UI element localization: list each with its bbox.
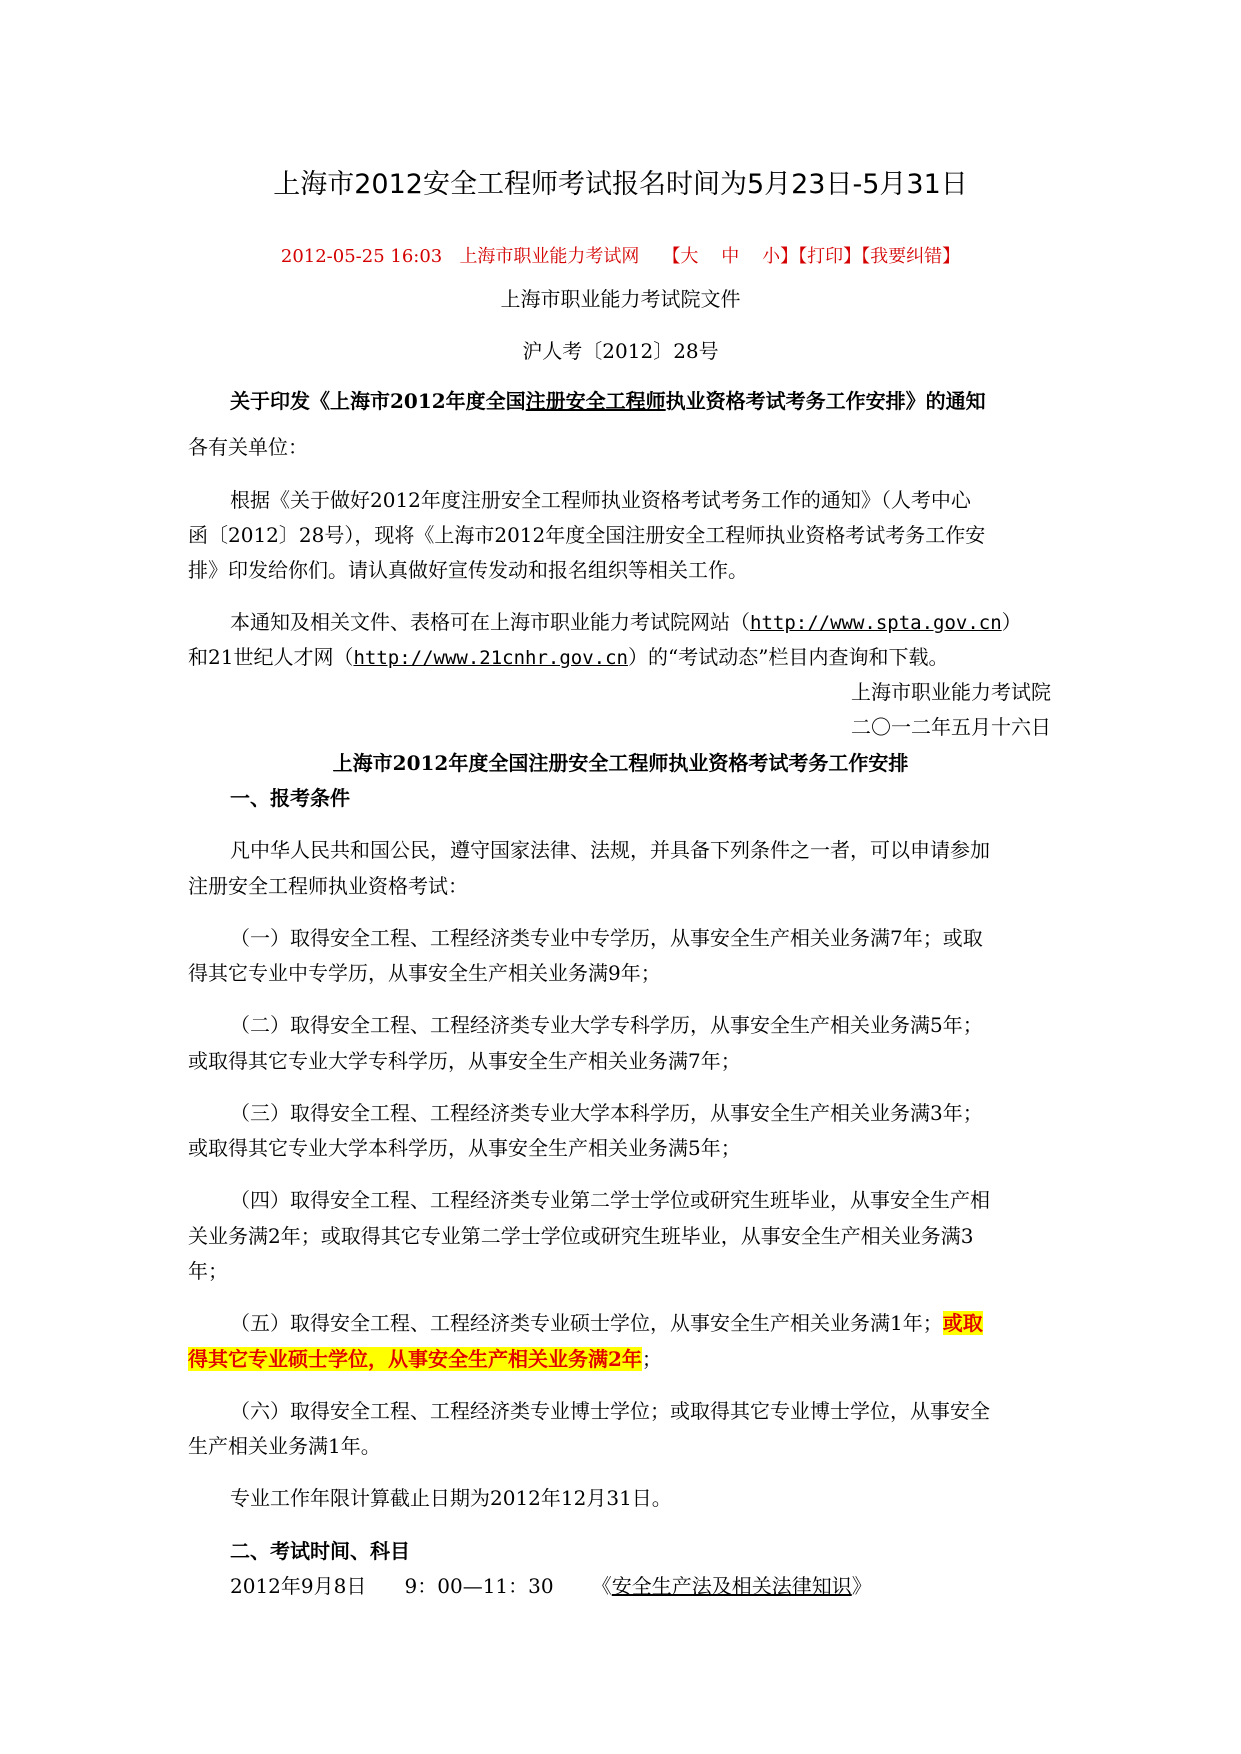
para2-line2-text: 和21世纪人才网（ [188, 645, 354, 669]
notice-title-post: 执业资格考试考务工作安排》的通知 [665, 389, 986, 413]
signature-org: 上海市职业能力考试院 [851, 680, 1051, 704]
doc-issuer: 上海市职业能力考试院文件 [500, 287, 741, 311]
condition1-line1: （一）取得安全工程、工程经济类专业中专学历，从事安全生产相关业务满7年；或取 [230, 926, 983, 950]
notice-title-underlined: 注册安全工程师 [525, 389, 666, 413]
para1-line3: 排》印发给你们。请认真做好宣传发动和报名组织等相关工作。 [188, 558, 748, 582]
condition4-line1: （四）取得安全工程、工程经济类专业第二学士学位或研究生班毕业，从事安全生产相 [230, 1188, 990, 1212]
exam-subject-close: 》 [851, 1574, 872, 1598]
notice-title [230, 385, 986, 414]
notice-title-pre: 关于印发《上海市2012年度全国 [230, 389, 526, 413]
condition1-line2: 得其它专业中专学历，从事安全生产相关业务满9年； [188, 961, 661, 985]
condition2-line1: （二）取得安全工程、工程经济类专业大学专科学历，从事安全生产相关业务满5年； [230, 1013, 983, 1037]
condition5-line2 [188, 1343, 662, 1372]
section1-heading: 一、报考条件 [230, 786, 350, 810]
condition5-line2-end: ； [641, 1347, 662, 1371]
salutation: 各有关单位： [188, 435, 308, 459]
publish-datetime: 2012-05-25 16:03 [280, 246, 443, 267]
condition4-line2: 关业务满2年；或取得其它专业第二学士学位或研究生班毕业，从事安全生产相关业务满3 [188, 1224, 974, 1248]
condition5-highlight-start: 或取 [942, 1311, 983, 1335]
para2-line1 [230, 606, 1022, 635]
deadline-note: 专业工作年限计算截止日期为2012年12月31日。 [230, 1486, 672, 1510]
para2-line1-close: ） [1001, 610, 1022, 634]
condition3-line1: （三）取得安全工程、工程经济类专业大学本科学历，从事安全生产相关业务满3年； [230, 1101, 983, 1125]
condition6-line1: （六）取得安全工程、工程经济类专业博士学位；或取得其它专业博士学位，从事安全 [230, 1399, 990, 1423]
21cnhr-website-link[interactable]: http://www.21cnhr.gov.cn [353, 647, 628, 669]
font-size-medium-button[interactable]: 中 [721, 246, 740, 267]
exam-time: 9：00—11：30 [404, 1574, 554, 1598]
exam-subject: 安全生产法及相关法律知识 [611, 1574, 852, 1598]
source-link[interactable]: 上海市职业能力考试网 [459, 246, 640, 267]
condition5-line1-text: （五）取得安全工程、工程经济类专业硕士学位，从事安全生产相关业务满1年； [230, 1311, 943, 1335]
font-size-large-button[interactable]: 【大 [662, 246, 699, 267]
condition6-line2: 生产相关业务满1年。 [188, 1434, 381, 1458]
section2-heading: 二、考试时间、科目 [230, 1539, 410, 1563]
para2-line2 [188, 641, 948, 670]
exam-subject-open: 《 [591, 1574, 612, 1598]
print-button[interactable]: 【打印】 [798, 246, 862, 267]
font-size-small-button[interactable]: 小】 [762, 246, 799, 267]
page-title: 上海市2012安全工程师考试报名时间为5月23日-5月31日 [273, 169, 968, 200]
article-meta [0, 242, 1241, 268]
spta-website-link[interactable]: http://www.spta.gov.cn [750, 612, 1002, 634]
exam-date: 2012年9月8日 [230, 1574, 367, 1598]
s1-intro-line2: 注册安全工程师执业资格考试： [188, 874, 468, 898]
report-error-button[interactable]: 【我要纠错】 [861, 246, 961, 267]
para2-line1-text: 本通知及相关文件、表格可在上海市职业能力考试院网站（ [230, 610, 750, 634]
condition2-line2: 或取得其它专业大学专科学历，从事安全生产相关业务满7年； [188, 1049, 741, 1073]
doc-number: 沪人考〔2012〕28号 [522, 339, 719, 363]
exam-schedule-row [230, 1570, 872, 1599]
para1-line1: 根据《关于做好2012年度注册安全工程师执业资格考试考务工作的通知》（人考中心 [230, 488, 971, 512]
condition3-line2: 或取得其它专业大学本科学历，从事安全生产相关业务满5年； [188, 1136, 741, 1160]
section-title: 上海市2012年度全国注册安全工程师执业资格考试考务工作安排 [332, 751, 909, 775]
para1-line2: 函〔2012〕28号），现将《上海市2012年度全国注册安全工程师执业资格考试考务工作安 [188, 523, 986, 547]
condition5-highlight: 得其它专业硕士学位，从事安全生产相关业务满2年 [188, 1347, 642, 1371]
condition4-line3: 年； [188, 1259, 228, 1283]
condition5-line1 [230, 1307, 983, 1336]
signature-date: 二〇一二年五月十六日 [851, 715, 1051, 739]
s1-intro-line1: 凡中华人民共和国公民，遵守国家法律、法规，并具备下列条件之一者，可以申请参加 [230, 838, 990, 862]
para2-line2-post: ）的“考试动态”栏目内查询和下载。 [628, 645, 949, 669]
